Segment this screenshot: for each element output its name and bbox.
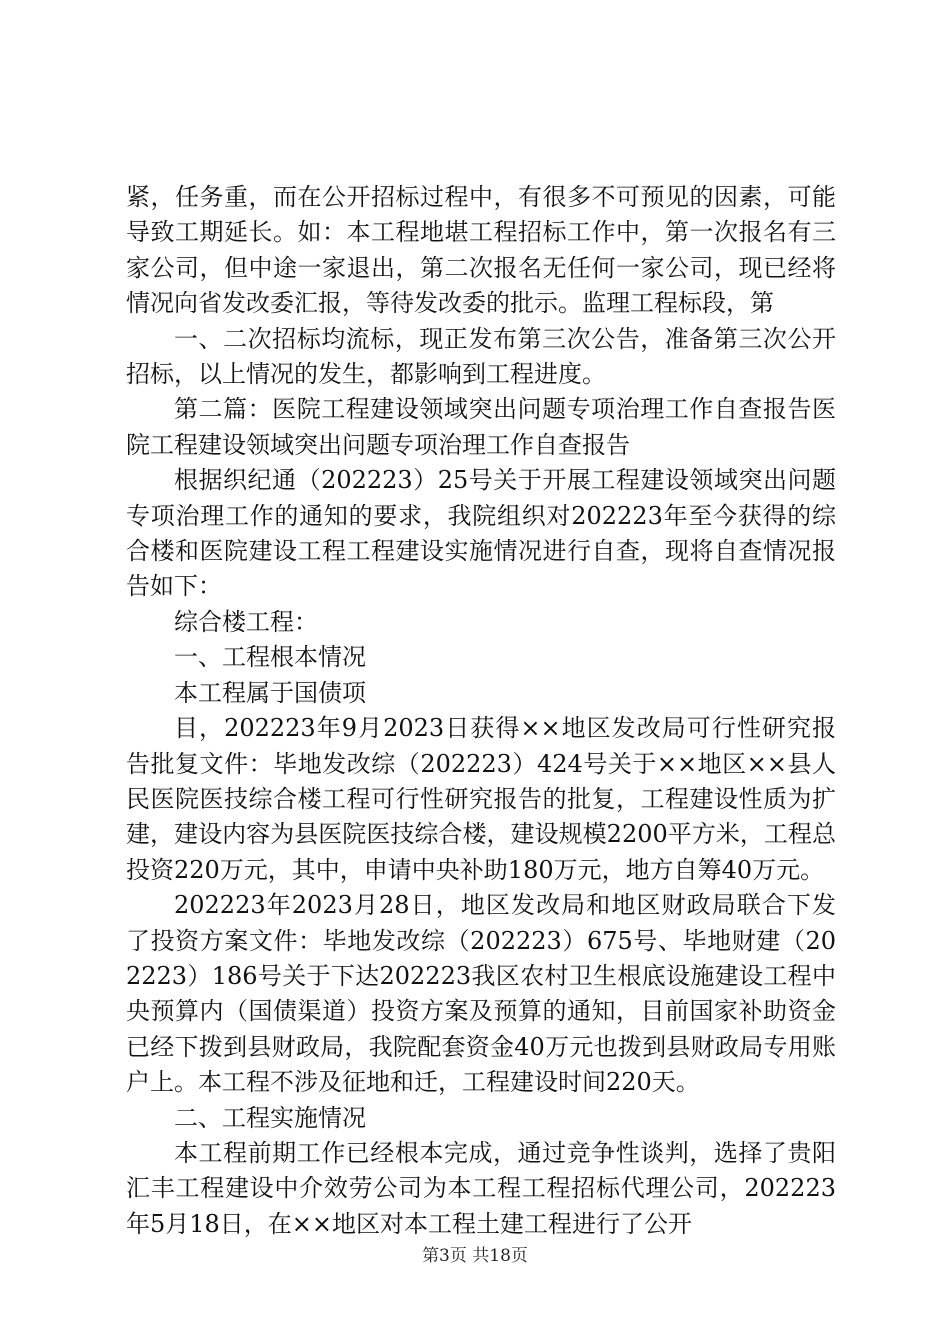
paragraph-4: 根据织纪通（202223）25号关于开展工程建设领域突出问题专项治理工作的通知的要求，我院组织对202223年至今获得的综合楼和医院建设工程工程建设实施情况进行自查，现将自查情况报告如下： xyxy=(126,466,836,601)
paragraph-10: 二、工程实施情况 xyxy=(174,1103,366,1132)
paragraph-3: 第二篇：医院工程建设领域突出问题专项治理工作自查报告医院工程建设领域突出问题专项治理工作自查报告 xyxy=(126,395,836,459)
page-number-footer: 第3页 共18页 xyxy=(422,1246,528,1266)
paragraph-2: 一、二次招标均流标，现正发布第三次公告，准备第三次公开招标，以上情况的发生，都影响到工程进度。 xyxy=(126,324,836,389)
paragraph-1: 紧，任务重，而在公开招标过程中，有很多不可预见的因素，可能导致工期延长。如：本工程地堪工程招标工作中，第一次报名有三家公司，但中途一家退出，第二次报名无任何一家公司，现已经将情况向省发改委汇报，等待发改委的批示。监理工程标段，第 xyxy=(126,183,836,318)
paragraph-6: 一、工程根本情况 xyxy=(174,643,366,672)
paragraph-7: 本工程属于国债项 xyxy=(174,678,366,707)
paragraph-5: 综合楼工程： xyxy=(174,607,318,636)
document-body xyxy=(126,180,836,1242)
paragraph-9: 202223年2023月28日，地区发改局和地区财政局联合下发了投资方案文件：毕地发改综（202223）675号、毕地财建（202223）186号关于下达202223我区农村卫生根底设施建设工程中央预算内（国债渠道）投资方案及预算的通知，目前国家补助资金已经下拨到县财政局，我院配套资金40万元也拨到县财政局专用账户上。本工程不涉及征地和迁，工程建设时间220天。 xyxy=(126,891,836,1097)
paragraph-11: 本工程前期工作已经根本完成，通过竞争性谈判，选择了贵阳汇丰工程建设中介效劳公司为本工程工程招标代理公司，202223年5月18日，在××地区对本工程土建工程进行了公开 xyxy=(126,1138,836,1238)
paragraph-8: 目，202223年9月2023日获得××地区发改局可行性研究报告批复文件：毕地发改综（202223）424号关于××地区××县人民医院医技综合楼工程可行性研究报告的批复，工程建设性质为扩建，建设内容为县医院医技综合楼，建设规模2200平方米，工程总投资220万元，其中，申请中央补助180万元，地方自筹40万元。 xyxy=(126,714,836,884)
